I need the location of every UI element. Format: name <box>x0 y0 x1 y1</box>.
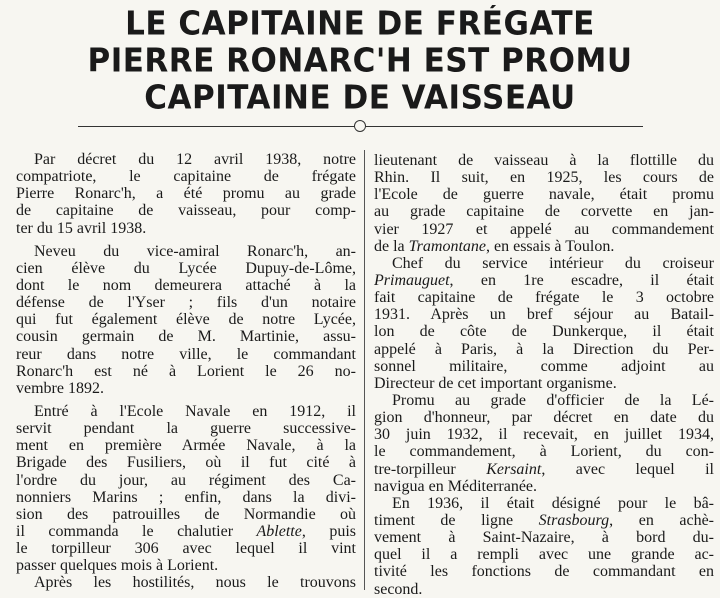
headline-line-2: PIERRE RONARC'H EST PROMU <box>87 42 633 80</box>
text-line: le commandement, à Lorient, du con- <box>374 443 714 461</box>
text-line: sion des patrouilles de Normandie où <box>16 505 356 523</box>
text-line: tivité les fonctions de commandant en <box>374 563 714 581</box>
text-segment: , en achè- <box>609 511 714 529</box>
text-line: Entré à l'Ecole Navale en 1912, il <box>34 402 356 420</box>
text-line: Ronarc'h est né à Lorient le 26 no- <box>16 362 356 380</box>
ship-name: Tramontane <box>408 237 486 255</box>
text-line: Brigade des Fusiliers, où il fut cité à <box>16 454 356 472</box>
text-line: Par décret du 12 avril 1938, notre <box>34 151 356 168</box>
rule-ornament-icon <box>354 120 366 132</box>
text-line: Directeur de cet important organisme. <box>374 374 617 392</box>
text-line: dont le nom demeurera attaché à la <box>16 276 356 294</box>
article-column-left <box>16 151 356 592</box>
text-segment: , en 1re escadre, il était <box>449 271 714 289</box>
text-segment: , en essais à Toulon. <box>486 237 615 255</box>
headline <box>0 6 720 117</box>
column-divider <box>364 150 365 590</box>
text-line: ter du 15 avril 1938. <box>16 219 147 237</box>
text-segment: tre-torpilleur <box>374 460 487 478</box>
text-line: vement à Saint-Nazaire, à bord du- <box>374 529 714 547</box>
text-line: lieutenant de vaisseau à la flottille du <box>374 152 714 169</box>
text-line <box>374 461 714 478</box>
text-line: quel il a rempli avec une grande ac- <box>374 546 714 564</box>
text-line: Rhin. Il suit, en 1925, les cours de <box>374 169 714 187</box>
ship-name: Primauguet <box>374 271 450 289</box>
text-segment: de la <box>374 237 409 255</box>
text-line: qui fut également élève de notre Lycée, <box>16 311 356 329</box>
headline-line-3: CAPITAINE DE VAISSEAU <box>144 79 576 117</box>
text-line: de capitaine de vaisseau, pour comp- <box>16 202 356 220</box>
text-line <box>16 523 356 540</box>
text-line: reur dans notre ville, le commandant <box>16 345 356 363</box>
headline-line-1: LE CAPITAINE DE FRÉGATE <box>125 5 595 43</box>
text-line: ment en première Armée Navale, à la <box>16 437 356 455</box>
text-line <box>374 238 714 255</box>
text-segment: il commanda le chalutier <box>16 522 257 540</box>
text-line: vier 1927 et appelé au commandement <box>374 220 714 238</box>
text-line: nonniers Marins ; enfin, dans la divi- <box>16 488 356 506</box>
text-line: cousin germain de M. Martinie, assu- <box>16 328 356 346</box>
text-line: sonnel militaire, comme adjoint au <box>374 357 714 375</box>
headline-rule <box>78 126 643 127</box>
text-line: second. <box>374 580 423 598</box>
text-line: au grade capitaine de corvette en jan- <box>374 203 714 221</box>
text-line: vembre 1892. <box>16 379 104 397</box>
text-line <box>374 272 714 289</box>
text-line: Promu au grade d'officier de la Lé- <box>392 391 714 409</box>
text-line: 30 juin 1932, il recevait, en juillet 1934, <box>374 426 714 444</box>
text-segment: , avec lequel il <box>541 460 714 478</box>
text-line: le torpilleur 306 avec lequel il vint <box>16 540 356 558</box>
text-line: lon de côte de Dunkerque, il était <box>374 323 714 341</box>
text-line: défense de l'Yser ; fils d'un notaire <box>16 294 356 312</box>
text-line: l'ordre du jour, au régiment des Ca- <box>16 471 356 489</box>
text-line: En 1936, il était désigné pour le bâ- <box>392 494 714 512</box>
text-line: Pierre Ronarc'h, a été promu au grade <box>16 185 356 203</box>
text-line: l'Ecole de guerre navale, était promu <box>374 186 714 204</box>
text-line: Neveu du vice-amiral Ronarc'h, an- <box>34 242 356 260</box>
text-line: Après les hostilités, nous le trouvons <box>34 574 356 592</box>
text-line: cien élève du Lycée Dupuy-de-Lôme, <box>16 259 356 277</box>
ship-name: Kersaint <box>486 460 542 478</box>
text-line: Chef du service intérieur du croiseur <box>392 254 714 272</box>
text-line: passer quelques mois à Lorient. <box>16 557 219 575</box>
text-segment: timent de ligne <box>374 511 539 529</box>
text-line: 1931. Après un bref séjour au Batail- <box>374 306 714 324</box>
text-line: fait capitaine de frégate le 3 octobre <box>374 289 714 307</box>
ship-name: Ablette <box>256 522 302 540</box>
text-line: gion d'honneur, par décret en date du <box>374 409 714 427</box>
text-line: servit pendant la guerre successive- <box>16 420 356 438</box>
text-line: navigua en Méditerranée. <box>374 477 538 495</box>
article-column-right <box>374 152 714 598</box>
text-segment: , puis <box>301 522 356 540</box>
text-line: appelé à Paris, à la Direction du Per- <box>374 340 714 358</box>
ship-name: Strasbourg <box>538 511 610 529</box>
text-line: compatriote, le capitaine de frégate <box>16 168 356 186</box>
text-line <box>374 512 714 529</box>
